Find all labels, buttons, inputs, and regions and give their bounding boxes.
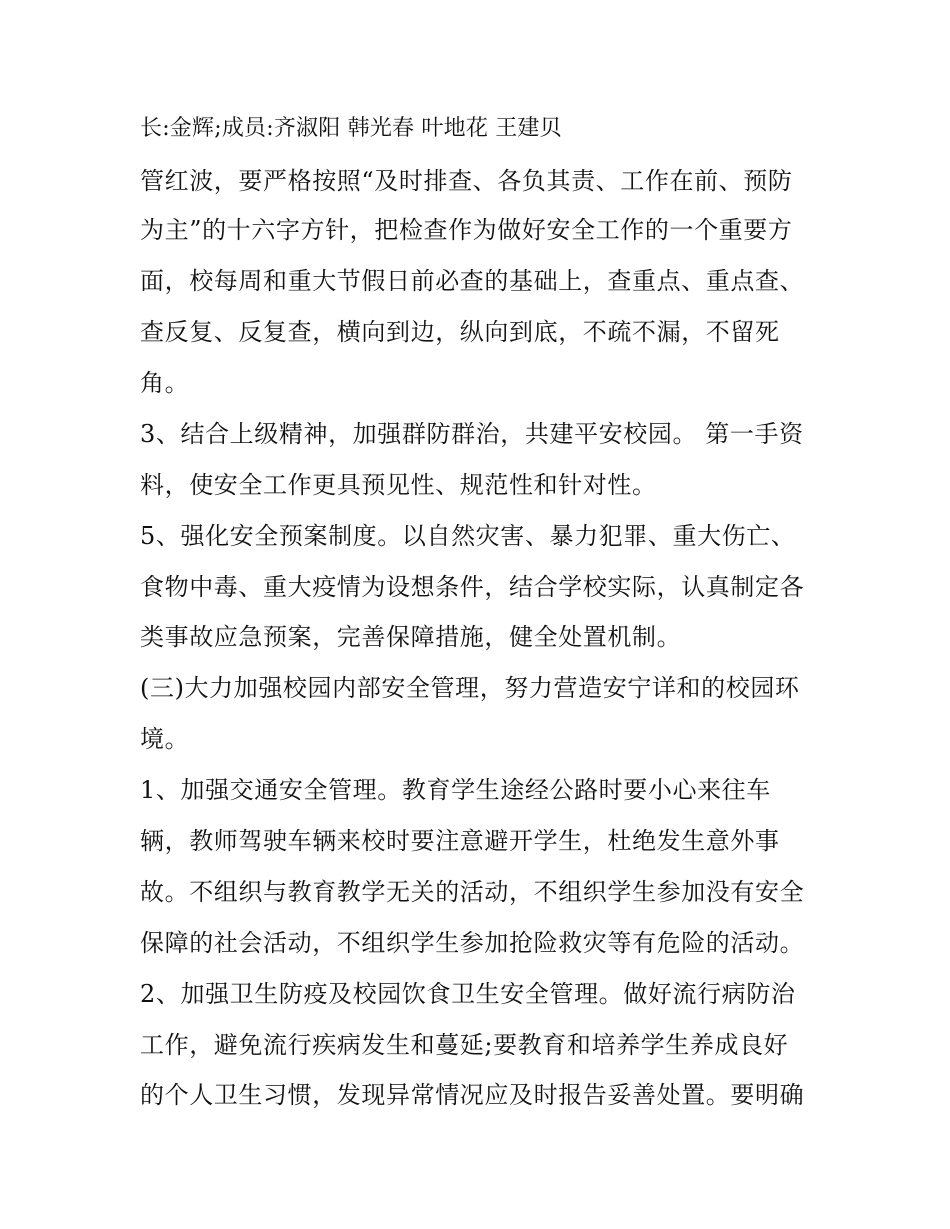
text-line: 为主”的十六字方针，把检查作为做好安全工作的一个重要方 bbox=[140, 216, 793, 244]
text-line: 面，校每周和重大节假日前必查的基础上，查重点、重点查、 bbox=[140, 267, 805, 295]
text-line: 料，使安全工作更具预见性、规范性和针对性。 bbox=[140, 471, 657, 499]
section-heading-line: 境。 bbox=[140, 725, 190, 753]
text-line: 食物中毒、重大疫情为设想条件，结合学校实际，认真制定各 bbox=[140, 573, 805, 601]
text-line: 工作，避免流行疾病发生和蔓延;要教育和培养学生养成良好 bbox=[140, 1031, 789, 1059]
text-line: 的个人卫生习惯，发现异常情况应及时报告妥善处置。要明确 bbox=[140, 1081, 805, 1109]
section-heading-line: (三)大力加强校园内部安全管理，努力营造安宁详和的校园环 bbox=[140, 674, 800, 702]
text-line: 类事故应急预案，完善保障措施，健全处置机制。 bbox=[140, 623, 682, 651]
text-line: 3、结合上级精神，加强群防群治，共建平安校园。 第一手资 bbox=[140, 420, 804, 448]
text-line: 角。 bbox=[140, 369, 190, 397]
text-line: 保障的社会活动，不组织学生参加抢险救灾等有危险的活动。 bbox=[140, 929, 805, 957]
text-line: 1、加强交通安全管理。教育学生途经公路时要小心来往车 bbox=[140, 776, 771, 804]
text-line: 2、加强卫生防疫及校园饮食卫生安全管理。做好流行病防治 bbox=[140, 980, 796, 1008]
text-line: 5、强化安全预案制度。以自然灾害、暴力犯罪、重大伤亡、 bbox=[140, 522, 796, 550]
text-line: 辆，教师驾驶车辆来校时要注意避开学生，杜绝发生意外事 bbox=[140, 827, 780, 855]
text-line: 查反复、反复查，横向到边，纵向到底，不疏不漏，不留死 bbox=[140, 318, 780, 346]
text-line: 管红波，要严格按照“及时排查、各负其责、工作在前、预防 bbox=[140, 167, 793, 195]
text-line-leadership-roster: 长:金辉;成员:齐淑阳 韩光春 叶地花 王建贝 bbox=[140, 116, 562, 141]
text-line: 故。不组织与教育教学无关的活动，不组织学生参加没有安全 bbox=[140, 878, 805, 906]
